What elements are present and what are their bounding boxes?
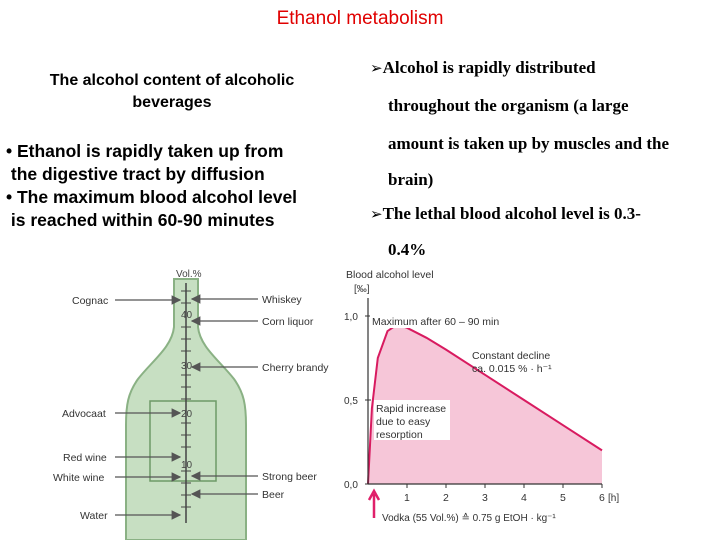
chart-y-tick-label: 1,0 [344, 312, 358, 323]
bullet-line: • Ethanol is rapidly taken up from [6, 141, 284, 161]
right-bullet-1 [370, 58, 596, 78]
chart-x-ticks [404, 484, 619, 504]
scale-axis-label: Vol.% [176, 269, 202, 280]
annotation-max: Maximum after 60 – 90 min [372, 316, 500, 328]
chart-x-tick-label: 6 [599, 492, 605, 504]
chart-yunit: [‰] [354, 284, 370, 295]
label-advocaat: Advocaat [62, 408, 106, 420]
intake-arrow-icon [369, 491, 379, 518]
annotation-decline-2: ca. 0.015 % · h⁻¹ [472, 363, 552, 375]
right-bullet-text: 0.4% [388, 240, 427, 259]
scale-tick-40: 40 [181, 310, 193, 321]
beverage-heading-line-2: beverages [132, 94, 212, 111]
bullet-line: • The maximum blood alcohol level [6, 187, 298, 207]
arrow-bullet-icon: ➢ [370, 205, 383, 223]
chart-x-tick-label: 3 [482, 492, 488, 504]
right-bullet-2 [370, 204, 641, 224]
beverage-heading-line-1: The alcohol content of alcoholic [49, 72, 295, 89]
chart-x-tick-label: 5 [560, 492, 566, 504]
chart-xlabel: Vodka (55 Vol.%) ≙ 0.75 g EtOH · kg⁻¹ [382, 513, 556, 524]
annotation-increase-1: Rapid increase [376, 403, 447, 415]
annotation-decline-1: Constant decline [472, 350, 551, 362]
chart-y-ticks [344, 312, 371, 491]
scale-tick-20: 20 [181, 409, 193, 420]
blood-alcohol-chart [340, 268, 620, 540]
chart-x-tick-label: 2 [443, 492, 449, 504]
annotation-increase-2: due to easy [376, 416, 431, 428]
chart-x-tick-label: 4 [521, 492, 527, 504]
right-bullet-text: brain) [388, 170, 434, 189]
label-whiskey: Whiskey [262, 294, 302, 306]
label-corn-liquor: Corn liquor [262, 316, 314, 328]
right-bullet-text: The lethal blood alcohol level is 0.3- [382, 204, 641, 223]
annotation-increase-3: resorption [376, 429, 423, 441]
scale-tick-30: 30 [181, 361, 193, 372]
label-strong-beer: Strong beer [262, 471, 317, 483]
right-bullet-text: amount is taken up by muscles and the [388, 134, 670, 153]
chart-y-tick-label: 0,0 [344, 480, 358, 491]
bullet-line: is reached within 60-90 minutes [6, 210, 275, 230]
left-bullet-list [6, 140, 341, 232]
scale-tick-10: 10 [181, 460, 193, 471]
arrow-bullet-icon: ➢ [370, 59, 383, 77]
slide-title: Ethanol metabolism [276, 8, 444, 29]
label-white-wine: White wine [53, 472, 105, 484]
right-bullet-text: Alcohol is rapidly distributed [382, 58, 596, 77]
bottle-figure [0, 265, 345, 540]
chart-y-tick-label: 0,5 [344, 396, 358, 407]
chart-x-unit: [h] [608, 493, 620, 504]
label-cognac: Cognac [72, 295, 109, 307]
label-beer: Beer [262, 489, 285, 501]
right-bullet-text: throughout the organism (a large [388, 96, 629, 115]
chart-x-tick-label: 1 [404, 492, 410, 504]
label-water: Water [80, 510, 108, 522]
chart-ylabel: Blood alcohol level [346, 269, 434, 281]
label-cherry-brandy: Cherry brandy [262, 362, 329, 374]
bullet-line: the digestive tract by diffusion [6, 164, 265, 184]
beverage-heading [22, 70, 322, 114]
label-red-wine: Red wine [63, 452, 107, 464]
